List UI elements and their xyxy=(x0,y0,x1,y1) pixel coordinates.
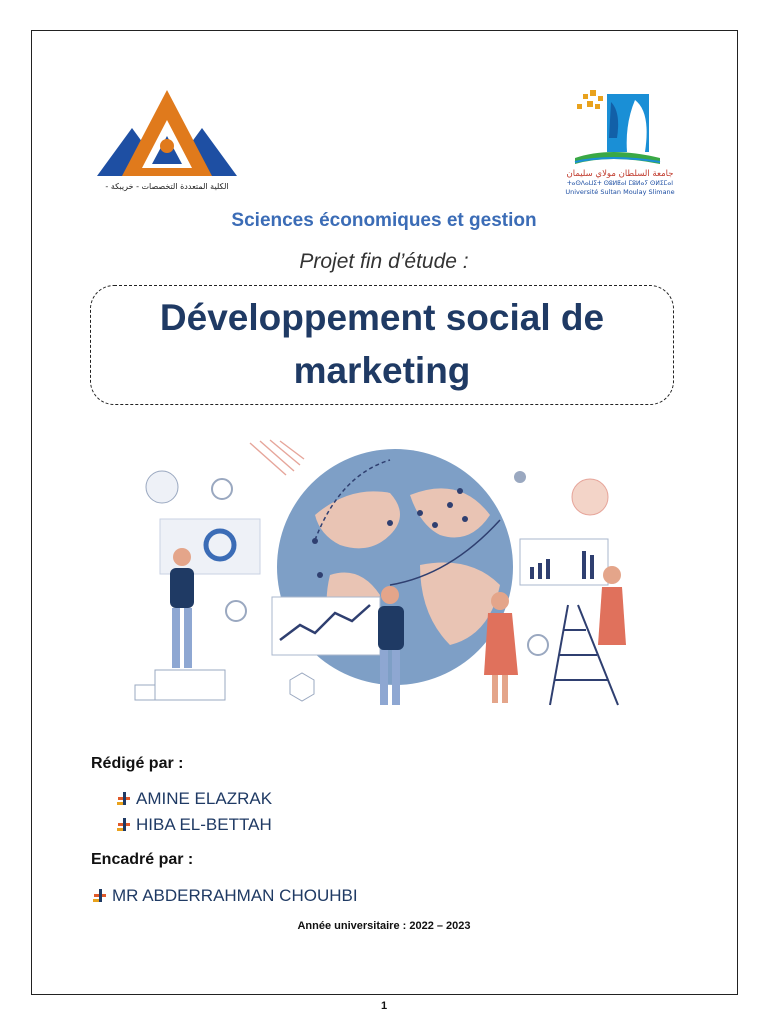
supervisor-name: MR ABDERRAHMAN CHOUHBI xyxy=(112,886,358,905)
page-number: 1 xyxy=(380,1000,388,1012)
document-title: Développement social de marketing xyxy=(159,297,605,391)
supervised-by-label: Encadré par : xyxy=(91,851,194,868)
marketing-illustration xyxy=(90,435,680,735)
academic-year: Année universitaire : 2022 – 2023 xyxy=(297,920,471,932)
cross-bullet-icon xyxy=(116,791,132,807)
supervisor-item xyxy=(92,886,358,906)
faculty-logo xyxy=(92,86,242,194)
cross-bullet-icon xyxy=(116,817,132,833)
cross-bullet-icon xyxy=(92,888,108,904)
author-name: HIBA EL-BETTAH xyxy=(136,815,272,834)
project-label: Projet fin d’étude : xyxy=(299,250,469,273)
program-subtitle: Sciences économiques et gestion xyxy=(231,210,537,231)
author-name: AMINE ELAZRAK xyxy=(136,789,273,808)
university-logo-tifinagh: ⵜⴰⵙⴷⴰⵡⵉⵜ ⵙⵓⵍⵟⴰⵏ ⵎⵓⵍⴰⵢ ⵙⵍⵉⵎⴰⵏ xyxy=(566,180,674,187)
faculty-logo-arabic: - الكلية المتعددة التخصصات - خريبكة xyxy=(105,182,229,191)
university-logo-latin: Université Sultan Moulay Slimane xyxy=(565,188,675,196)
university-logo xyxy=(565,88,675,198)
author-item xyxy=(116,815,272,835)
title-box xyxy=(90,285,674,405)
university-logo-arabic: جامعة السلطان مولاي سليمان xyxy=(566,169,674,179)
written-by-label: Rédigé par : xyxy=(91,755,184,772)
author-item xyxy=(116,789,272,809)
